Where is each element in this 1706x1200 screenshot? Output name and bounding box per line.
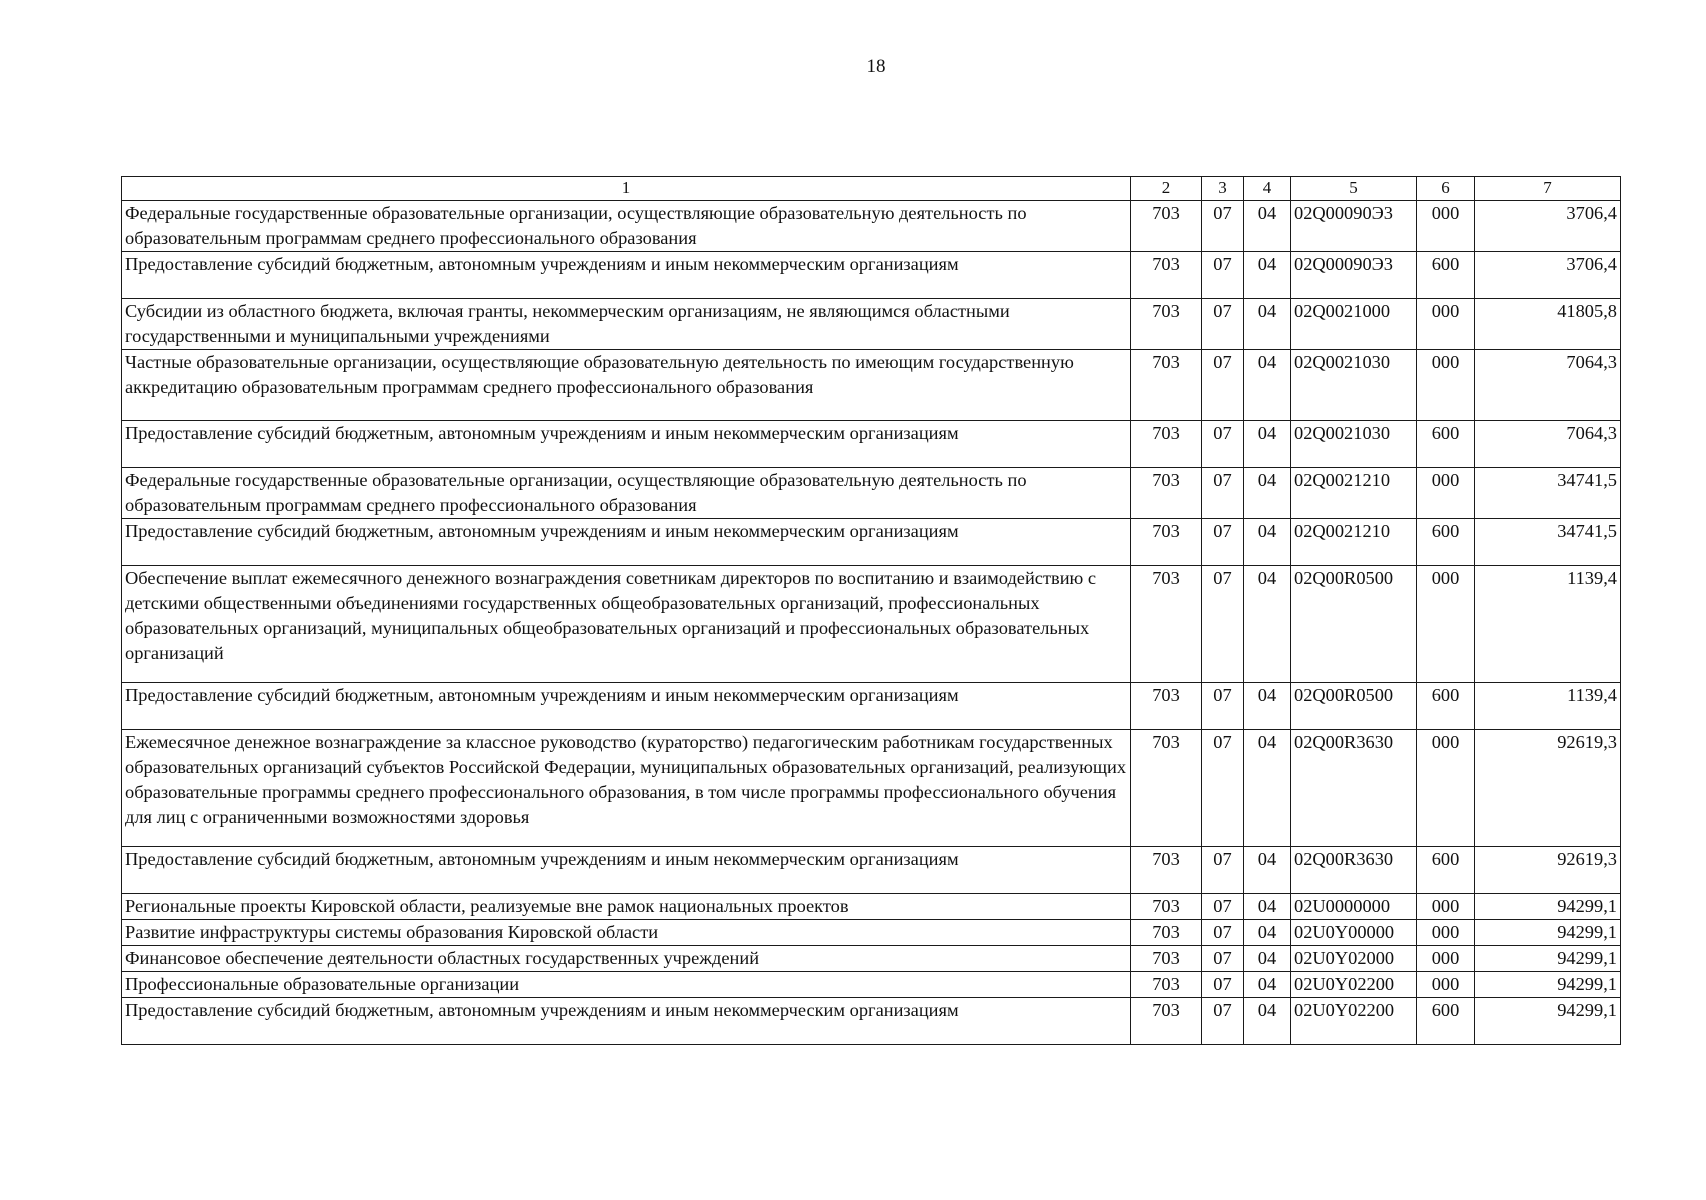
subsection-code: 04 — [1244, 468, 1291, 519]
expense-type-code: 600 — [1417, 519, 1475, 566]
row-name: Предоставление субсидий бюджетным, автономным учреждениям и иным некоммерческим организациям — [122, 998, 1131, 1045]
target-article-code: 02Q00090Э3 — [1291, 252, 1417, 299]
amount: 3706,4 — [1475, 252, 1621, 299]
ministry-code: 703 — [1131, 566, 1202, 683]
target-article-code: 02Q0021030 — [1291, 350, 1417, 421]
ministry-code: 703 — [1131, 847, 1202, 894]
target-article-code: 02Q0021210 — [1291, 519, 1417, 566]
row-name: Предоставление субсидий бюджетным, автономным учреждениям и иным некоммерческим организациям — [122, 252, 1131, 299]
column-number: 3 — [1202, 177, 1244, 201]
ministry-code: 703 — [1131, 350, 1202, 421]
amount: 34741,5 — [1475, 468, 1621, 519]
table-row — [122, 566, 1621, 683]
expense-type-code: 600 — [1417, 252, 1475, 299]
target-article-code: 02Q00090Э3 — [1291, 201, 1417, 252]
ministry-code: 703 — [1131, 201, 1202, 252]
expense-type-code: 000 — [1417, 730, 1475, 847]
table-row — [122, 894, 1621, 920]
section-code: 07 — [1202, 730, 1244, 847]
column-number: 7 — [1475, 177, 1621, 201]
table-row — [122, 350, 1621, 421]
section-code: 07 — [1202, 519, 1244, 566]
section-code: 07 — [1202, 847, 1244, 894]
section-code: 07 — [1202, 201, 1244, 252]
page-number: 18 — [866, 56, 886, 77]
column-number: 4 — [1244, 177, 1291, 201]
target-article-code: 02Q00R0500 — [1291, 683, 1417, 730]
row-name: Ежемесячное денежное вознаграждение за классное руководство (кураторство) педагогическим работникам государственных образовательных организаций субъектов Российской Федерации, муниципальных образовательных организаций, реализующих образовательные программы среднего профессионального образования, в том числе программы профессионального обучения для лиц с ограниченными возможностями здоровья — [122, 730, 1131, 847]
amount: 94299,1 — [1475, 920, 1621, 946]
amount: 34741,5 — [1475, 519, 1621, 566]
subsection-code: 04 — [1244, 566, 1291, 683]
section-code: 07 — [1202, 998, 1244, 1045]
table-row — [122, 468, 1621, 519]
section-code: 07 — [1202, 421, 1244, 468]
amount: 7064,3 — [1475, 421, 1621, 468]
ministry-code: 703 — [1131, 998, 1202, 1045]
row-name: Федеральные государственные образовательные организации, осуществляющие образовательную деятельность по образовательным программам среднего профессионального образования — [122, 468, 1131, 519]
column-number: 1 — [122, 177, 1131, 201]
table-row — [122, 847, 1621, 894]
section-code: 07 — [1202, 566, 1244, 683]
row-name: Обеспечение выплат ежемесячного денежного вознаграждения советникам директоров по воспитанию и взаимодействию с детскими общественными объединениями государственных общеобразовательных организаций, профессиональных образовательных организаций, муниципальных общеобразовательных организаций и профессиональных образовательных организаций — [122, 566, 1131, 683]
row-name: Предоставление субсидий бюджетным, автономным учреждениям и иным некоммерческим организациям — [122, 683, 1131, 730]
subsection-code: 04 — [1244, 730, 1291, 847]
target-article-code: 02U0Y02000 — [1291, 946, 1417, 972]
section-code: 07 — [1202, 350, 1244, 421]
row-name: Развитие инфраструктуры системы образования Кировской области — [122, 920, 1131, 946]
target-article-code: 02Q0021000 — [1291, 299, 1417, 350]
amount: 94299,1 — [1475, 972, 1621, 998]
table-row — [122, 519, 1621, 566]
subsection-code: 04 — [1244, 519, 1291, 566]
amount: 92619,3 — [1475, 847, 1621, 894]
target-article-code: 02Q00R0500 — [1291, 566, 1417, 683]
section-code: 07 — [1202, 299, 1244, 350]
expense-type-code: 000 — [1417, 468, 1475, 519]
amount: 1139,4 — [1475, 566, 1621, 683]
section-code: 07 — [1202, 920, 1244, 946]
subsection-code: 04 — [1244, 998, 1291, 1045]
amount: 3706,4 — [1475, 201, 1621, 252]
target-article-code: 02U0Y02200 — [1291, 972, 1417, 998]
subsection-code: 04 — [1244, 299, 1291, 350]
ministry-code: 703 — [1131, 468, 1202, 519]
row-name: Предоставление субсидий бюджетным, автономным учреждениям и иным некоммерческим организациям — [122, 847, 1131, 894]
subsection-code: 04 — [1244, 252, 1291, 299]
subsection-code: 04 — [1244, 421, 1291, 468]
row-name: Частные образовательные организации, осуществляющие образовательную деятельность по имеющим государственную аккредитацию образовательным программам среднего профессионального образования — [122, 350, 1131, 421]
expense-type-code: 600 — [1417, 847, 1475, 894]
subsection-code: 04 — [1244, 972, 1291, 998]
subsection-code: 04 — [1244, 683, 1291, 730]
amount: 7064,3 — [1475, 350, 1621, 421]
expense-type-code: 000 — [1417, 201, 1475, 252]
column-number: 2 — [1131, 177, 1202, 201]
subsection-code: 04 — [1244, 201, 1291, 252]
amount: 92619,3 — [1475, 730, 1621, 847]
target-article-code: 02U0Y02200 — [1291, 998, 1417, 1045]
budget-table — [121, 176, 1621, 1045]
target-article-code: 02Q0021030 — [1291, 421, 1417, 468]
row-name: Федеральные государственные образовательные организации, осуществляющие образовательную деятельность по образовательным программам среднего профессионального образования — [122, 201, 1131, 252]
section-code: 07 — [1202, 894, 1244, 920]
ministry-code: 703 — [1131, 421, 1202, 468]
table-row — [122, 920, 1621, 946]
row-name: Региональные проекты Кировской области, реализуемые вне рамок национальных проектов — [122, 894, 1131, 920]
row-name: Субсидии из областного бюджета, включая гранты, некоммерческим организациям, не являющимся областными государственными и муниципальными учреждениями — [122, 299, 1131, 350]
row-name: Финансовое обеспечение деятельности областных государственных учреждений — [122, 946, 1131, 972]
expense-type-code: 000 — [1417, 566, 1475, 683]
section-code: 07 — [1202, 468, 1244, 519]
table-row — [122, 201, 1621, 252]
row-name: Профессиональные образовательные организации — [122, 972, 1131, 998]
ministry-code: 703 — [1131, 299, 1202, 350]
table-row — [122, 683, 1621, 730]
expense-type-code: 000 — [1417, 946, 1475, 972]
expense-type-code: 000 — [1417, 972, 1475, 998]
amount: 41805,8 — [1475, 299, 1621, 350]
table-row — [122, 946, 1621, 972]
ministry-code: 703 — [1131, 683, 1202, 730]
table-row — [122, 421, 1621, 468]
section-code: 07 — [1202, 946, 1244, 972]
target-article-code: 02Q0021210 — [1291, 468, 1417, 519]
subsection-code: 04 — [1244, 920, 1291, 946]
column-number-row — [122, 177, 1621, 201]
target-article-code: 02U0000000 — [1291, 894, 1417, 920]
section-code: 07 — [1202, 683, 1244, 730]
expense-type-code: 000 — [1417, 894, 1475, 920]
row-name: Предоставление субсидий бюджетным, автономным учреждениям и иным некоммерческим организациям — [122, 519, 1131, 566]
section-code: 07 — [1202, 972, 1244, 998]
target-article-code: 02Q00R3630 — [1291, 730, 1417, 847]
expense-type-code: 600 — [1417, 683, 1475, 730]
table-row — [122, 299, 1621, 350]
table-row — [122, 972, 1621, 998]
table-row — [122, 730, 1621, 847]
table-row — [122, 252, 1621, 299]
amount: 94299,1 — [1475, 946, 1621, 972]
section-code: 07 — [1202, 252, 1244, 299]
table-body — [122, 201, 1621, 1045]
ministry-code: 703 — [1131, 252, 1202, 299]
ministry-code: 703 — [1131, 972, 1202, 998]
ministry-code: 703 — [1131, 519, 1202, 566]
ministry-code: 703 — [1131, 920, 1202, 946]
expense-type-code: 600 — [1417, 998, 1475, 1045]
target-article-code: 02U0Y00000 — [1291, 920, 1417, 946]
expense-type-code: 600 — [1417, 421, 1475, 468]
ministry-code: 703 — [1131, 730, 1202, 847]
expense-type-code: 000 — [1417, 920, 1475, 946]
subsection-code: 04 — [1244, 894, 1291, 920]
expense-type-code: 000 — [1417, 350, 1475, 421]
column-number: 6 — [1417, 177, 1475, 201]
expense-type-code: 000 — [1417, 299, 1475, 350]
amount: 94299,1 — [1475, 894, 1621, 920]
amount: 94299,1 — [1475, 998, 1621, 1045]
row-name: Предоставление субсидий бюджетным, автономным учреждениям и иным некоммерческим организациям — [122, 421, 1131, 468]
table-row — [122, 998, 1621, 1045]
subsection-code: 04 — [1244, 946, 1291, 972]
ministry-code: 703 — [1131, 894, 1202, 920]
subsection-code: 04 — [1244, 350, 1291, 421]
subsection-code: 04 — [1244, 847, 1291, 894]
column-number: 5 — [1291, 177, 1417, 201]
amount: 1139,4 — [1475, 683, 1621, 730]
ministry-code: 703 — [1131, 946, 1202, 972]
target-article-code: 02Q00R3630 — [1291, 847, 1417, 894]
